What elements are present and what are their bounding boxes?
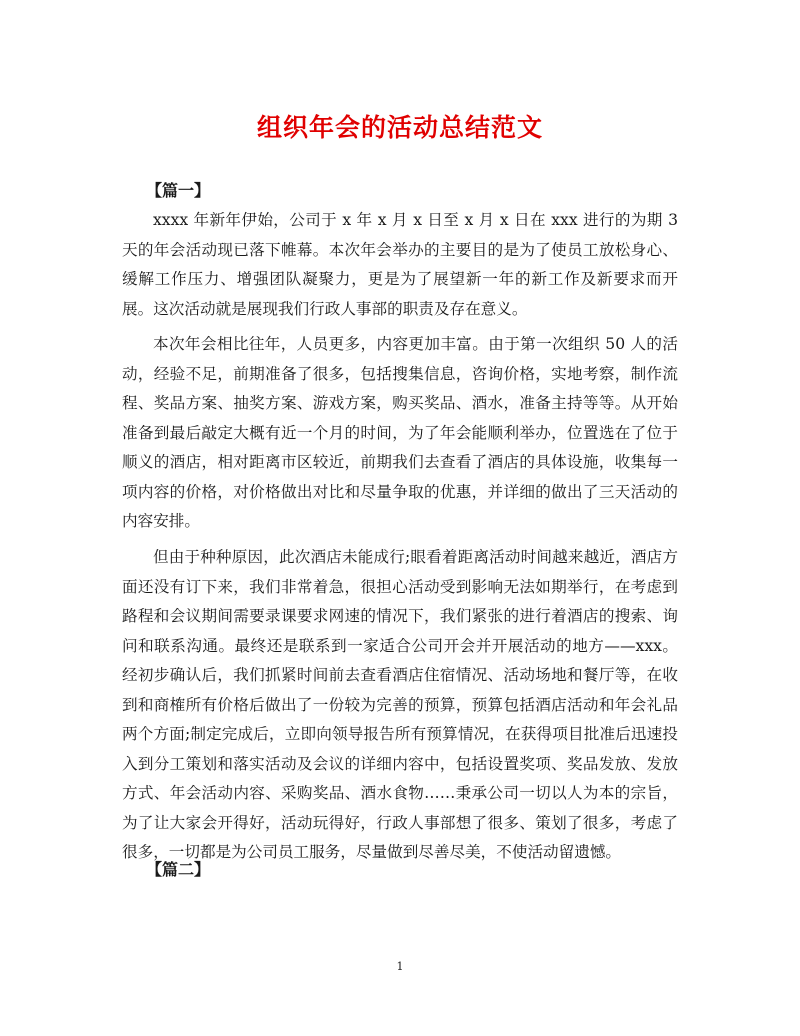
paragraph-1: xxxx 年新年伊始，公司于 x 年 x 月 x 日至 x 月 x 日在 xxx 进行的为期 3 天的年会活动现已落下帷幕。本次年会举办的主要目的是为了使员工放松身心、缓解工作压力、增强团队凝聚力，更是为了展望新一年的新工作及新要求而开展。这次活动就是展现我们行政人事部的职责及存在意义。 — [122, 211, 678, 318]
paragraph-3: 但由于种种原因，此次酒店未能成行;眼看着距离活动时间越来越近，酒店方面还没有订下来，我们非常着急，很担心活动受到影响无法如期举行，在考虑到路程和会议期间需要录课要求网速的情况下，我们紧张的进行着酒店的搜索、询问和联系沟通。最终还是联系到一家适合公司开会并开展活动的地方——xxx。经初步确认后，我们抓紧时间前去查看酒店住宿情况、活动场地和餐厅等，在收到和商榷所有价格后做出了一份较为完善的预算，预算包括酒店活动和年会礼品两个方面;制定完成后，立即向领导报告所有预算情况，在获得项目批准后迅速投入到分工策划和落实活动及会议的详细内容中，包括设置奖项、奖品发放、发放方式、年会活动内容、采购奖品、酒水食物……秉承公司一切以人为本的宗旨，为了让大家会开得好，活动玩得好，行政人事部想了很多、策划了很多，考虑了很多，一切都是为公司员工服务，尽量做到尽善尽美，不使活动留遗憾。 — [122, 548, 678, 861]
document-title: 组织年会的活动总结范文 — [256, 113, 543, 142]
paragraph-2: 本次年会相比往年，人员更多，内容更加丰富。由于第一次组织 50 人的活动，经验不足，前期准备了很多，包括搜集信息，咨询价格，实地考察，制作流程、奖品方案、抽奖方案、游戏方案，购买奖品、酒水，准备主持等等。从开始准备到最后敲定大概有近一个月的时间，为了年会能顺利举办，位置选在了位于顺义的酒店，相对距离市区较近，前期我们去查看了酒店的具体设施，收集每一项内容的价格，对价格做出对比和尽量争取的优惠，并详细的做出了三天活动的内容安排。 — [122, 335, 678, 530]
section-label-2: 【篇二】 — [146, 860, 211, 879]
page-number: 1 — [396, 960, 404, 973]
section-label-1: 【篇一】 — [146, 181, 211, 200]
